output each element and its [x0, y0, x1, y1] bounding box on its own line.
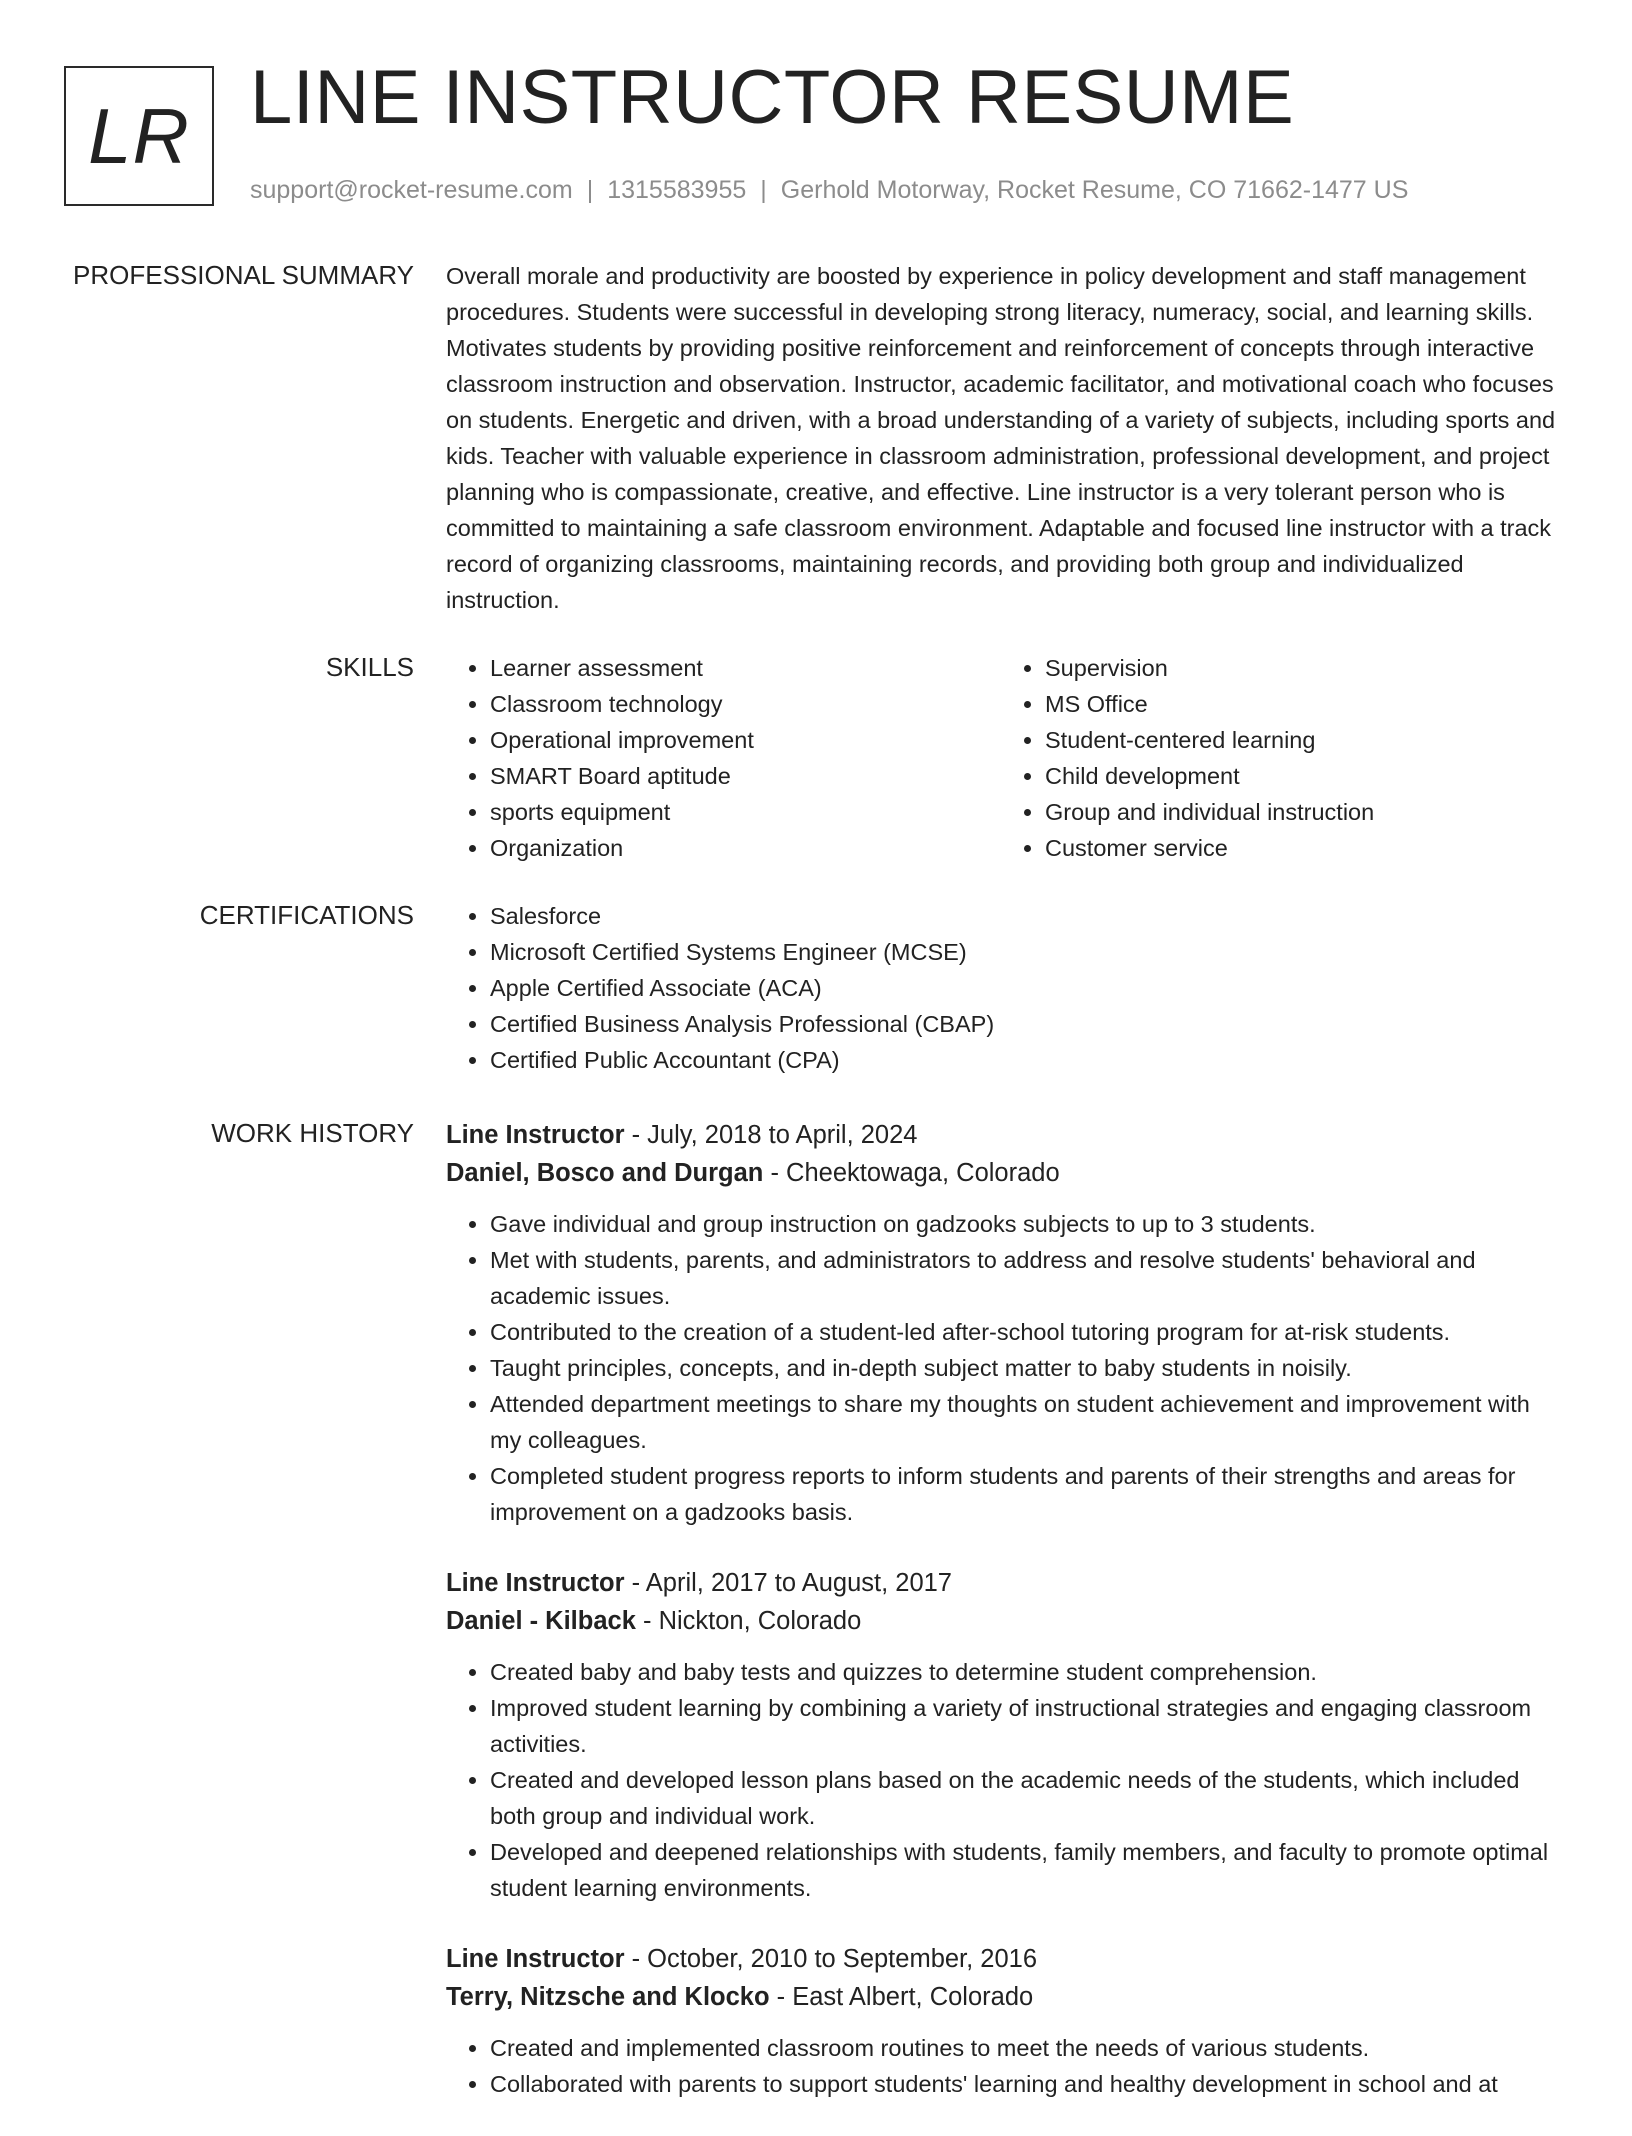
certification-item: • Microsoft Certified Systems Engineer (MCSE) [490, 934, 1556, 970]
work-history-body [446, 1116, 1556, 2136]
job-bullet: • Created baby and baby tests and quizzes to determine student comprehension. [490, 1654, 1556, 1690]
contact-line [250, 176, 1408, 205]
job-company-line [446, 1602, 1556, 1640]
job-company: Daniel - Kilback [446, 1607, 636, 1635]
job-title: Line Instructor [446, 1945, 625, 1973]
job-bullets [446, 1206, 1556, 1530]
resume-title: LINE INSTRUCTOR RESUME [250, 55, 1295, 140]
contact-separator: | [760, 176, 767, 204]
job-dates: - July, 2018 to April, 2024 [624, 1121, 918, 1149]
skills-heading: SKILLS [325, 652, 414, 682]
job-bullet: • Collaborated with parents to support students' learning and healthy development in school and at [490, 2066, 1556, 2102]
summary-text: Overall morale and productivity are boosted by experience in policy development and staff management procedures. Students were successful in developing strong literacy, numeracy, social, and learning skills. Motivates students by providing positive reinforcement and reinforcement of concepts through interactive classroom instruction and observation. Instructor, academic facilitator, and motivational coach who focuses on students. Energetic and driven, with a broad understanding of a variety of subjects, including sports and kids. Teacher with valuable experience in classroom administration, professional development, and project planning who is compassionate, creative, and effective. Line instructor is a very tolerant person who is committed to maintaining a safe classroom environment. Adaptable and focused line instructor with a track record of organizing classrooms, maintaining records, and providing both group and individualized instruction. [446, 263, 1556, 613]
job-title-line [446, 1940, 1556, 1978]
job-entry [446, 1116, 1556, 1530]
skills-body [446, 650, 1556, 866]
job-bullet: • Met with students, parents, and administrators to address and resolve students' behavioral and academic issues. [490, 1242, 1556, 1314]
skill-item: • MS Office [1045, 686, 1556, 722]
job-location: - East Albert, Colorado [769, 1983, 1034, 2011]
job-bullet: • Gave individual and group instruction on gadzooks subjects to up to 3 students. [490, 1206, 1556, 1242]
contact-address: Gerhold Motorway, Rocket Resume, CO 71662-1477 US [780, 176, 1409, 204]
job-location: - Cheektowaga, Colorado [763, 1159, 1060, 1187]
job-bullet: • Created and implemented classroom routines to meet the needs of various students. [490, 2030, 1556, 2066]
skill-item: • Group and individual instruction [1045, 794, 1556, 830]
skill-item: • Classroom technology [490, 686, 1001, 722]
contact-phone: 1315583955 [607, 176, 747, 204]
job-dates: - October, 2010 to September, 2016 [624, 1945, 1038, 1973]
job-company-line [446, 1154, 1556, 1192]
job-location: - Nickton, Colorado [635, 1607, 862, 1635]
monogram-logo: LR [64, 66, 214, 206]
certification-item: • Salesforce [490, 898, 1556, 934]
summary-body [446, 258, 1556, 618]
skill-item: • Supervision [1045, 650, 1556, 686]
certification-item: • Certified Public Accountant (CPA) [490, 1042, 1556, 1078]
summary-heading: PROFESSIONAL SUMMARY [73, 260, 414, 290]
certification-item: • Apple Certified Associate (ACA) [490, 970, 1556, 1006]
job-bullet: • Attended department meetings to share my thoughts on student achievement and improvement with my colleagues. [490, 1386, 1556, 1458]
job-title: Line Instructor [446, 1569, 625, 1597]
certifications-list [446, 898, 1556, 1078]
job-bullet: • Completed student progress reports to inform students and parents of their strengths and areas for improvement on a gadzooks basis. [490, 1458, 1556, 1530]
job-bullet: • Created and developed lesson plans based on the academic needs of the students, which included both group and individual work. [490, 1762, 1556, 1834]
job-entry [446, 1940, 1556, 2102]
job-entry [446, 1564, 1556, 1906]
job-bullet: • Taught principles, concepts, and in-depth subject matter to baby students in noisily. [490, 1350, 1556, 1386]
skills-list-right [1001, 650, 1556, 866]
skill-item: • SMART Board aptitude [490, 758, 1001, 794]
contact-separator: | [586, 176, 594, 204]
job-company: Daniel, Bosco and Durgan [446, 1159, 764, 1187]
skill-item: • Student-centered learning [1045, 722, 1556, 758]
job-company-line [446, 1978, 1556, 2016]
job-bullet: • Contributed to the creation of a student-led after-school tutoring program for at-risk students. [490, 1314, 1556, 1350]
contact-email: support@rocket-resume.com [250, 176, 573, 204]
job-company: Terry, Nitzsche and Klocko [446, 1983, 770, 2011]
certifications-body [446, 898, 1556, 1078]
job-bullets [446, 1654, 1556, 1906]
skills-grid [446, 650, 1556, 866]
job-title-line [446, 1564, 1556, 1602]
skill-item: • Customer service [1045, 830, 1556, 866]
job-title-line [446, 1116, 1556, 1154]
certifications-heading: CERTIFICATIONS [199, 900, 414, 930]
job-dates: - April, 2017 to August, 2017 [624, 1569, 952, 1597]
job-title: Line Instructor [446, 1121, 625, 1149]
skill-item: • Child development [1045, 758, 1556, 794]
job-bullet: • Developed and deepened relationships with students, family members, and faculty to promote optimal student learning environments. [490, 1834, 1556, 1906]
skill-item: • Learner assessment [490, 650, 1001, 686]
skill-item: • sports equipment [490, 794, 1001, 830]
work-history-heading: WORK HISTORY [211, 1118, 414, 1148]
job-bullets [446, 2030, 1556, 2102]
skills-list-left [446, 650, 1001, 866]
certification-item: • Certified Business Analysis Professional (CBAP) [490, 1006, 1556, 1042]
skill-item: • Operational improvement [490, 722, 1001, 758]
skill-item: • Organization [490, 830, 1001, 866]
job-bullet: • Improved student learning by combining a variety of instructional strategies and engaging classroom activities. [490, 1690, 1556, 1762]
